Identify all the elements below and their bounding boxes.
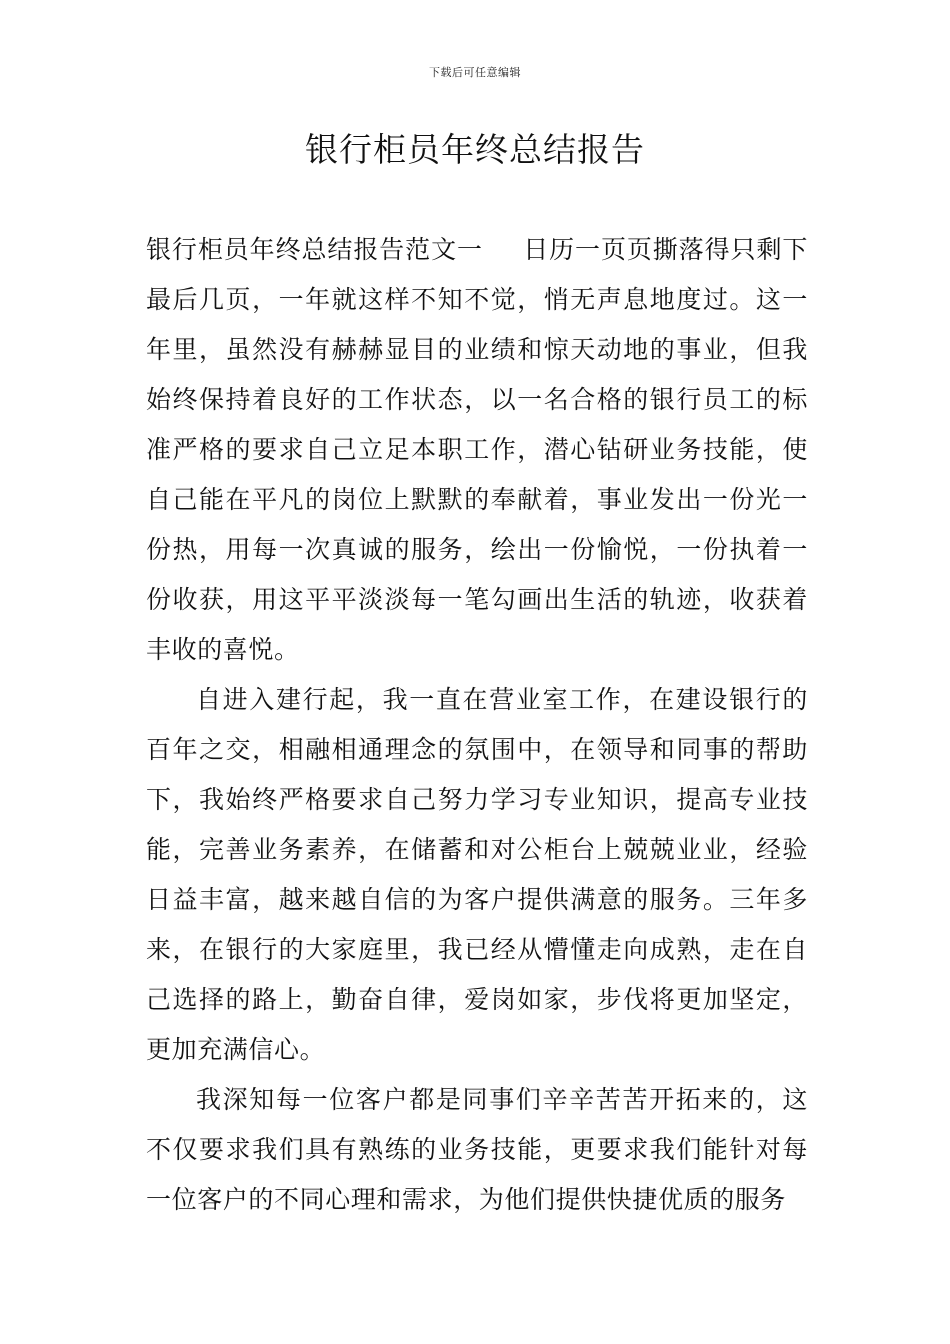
paragraph-1-lead: 银行柜员年终总结报告范文一 <box>146 235 483 264</box>
document-title: 银行柜员年终总结报告 <box>305 130 645 169</box>
document-body <box>146 225 808 1225</box>
paragraph-1 <box>146 225 808 675</box>
header-note: 下载后可任意编辑 <box>429 66 521 79</box>
paragraph-2: 自进入建行起，我一直在营业室工作，在建设银行的百年之交，相融相通理念的氛围中，在领导和同事的帮助下，我始终严格要求自己努力学习专业知识，提高专业技能，完善业务素养，在储蓄和对公柜台上兢兢业业，经验日益丰富，越来越自信的为客户提供满意的服务。三年多来，在银行的大家庭里，我已经从懵懂走向成熟，走在自己选择的路上，勤奋自律，爱岗如家，步伐将更加坚定，更加充满信心。 <box>146 685 808 1064</box>
paragraph-3: 我深知每一位客户都是同事们辛辛苦苦开拓来的，这不仅要求我们具有熟练的业务技能，更要求我们能针对每一位客户的不同心理和需求，为他们提供快捷优质的服务 <box>146 1085 808 1214</box>
paragraph-1-text: 日历一页页撕落得只剩下最后几页，一年就这样不知不觉，悄无声息地度过。这一年里，虽然没有赫赫显目的业绩和惊天动地的事业，但我始终保持着良好的工作状态，以一名合格的银行员工的标准严格的要求自己立足本职工作，潜心钻研业务技能，使自己能在平凡的岗位上默默的奉献着，事业发出一份光一份热，用每一次真诚的服务，绘出一份愉悦，一份执着一份收获，用这平平淡淡每一笔勾画出生活的轨迹，收获着丰收的喜悦。 <box>146 235 808 664</box>
